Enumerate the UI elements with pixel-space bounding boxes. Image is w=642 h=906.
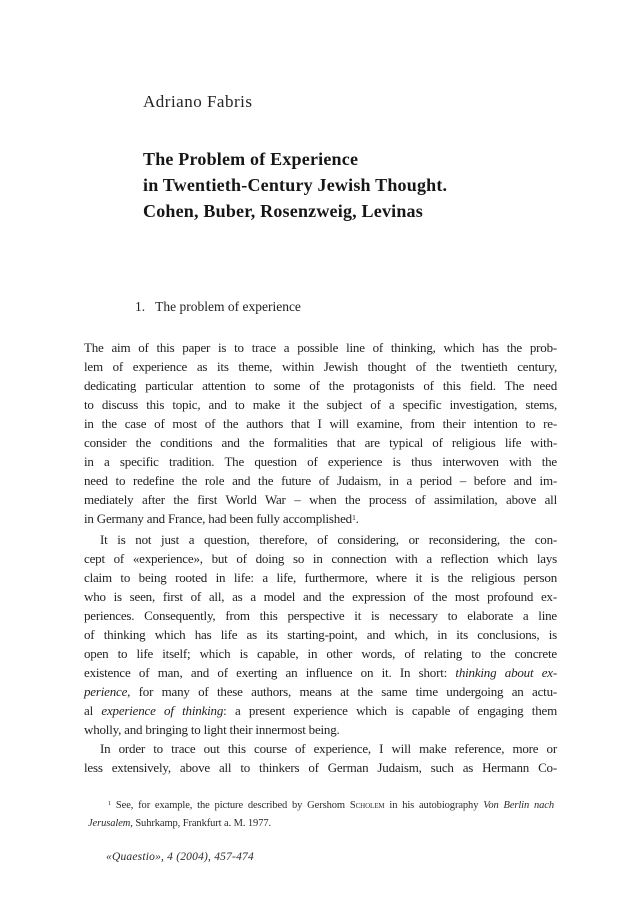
text-segment: claim to being rooted in life: a life, furthermore, where it is the religious person <box>84 570 557 585</box>
text-segment: less extensively, above all to thinkers of German Judaism, such as Hermann Co- <box>84 760 557 775</box>
text-line <box>84 625 557 644</box>
text-segment: mediately after the first World War – when the process of assimilation, above all <box>84 492 557 507</box>
text-segment: Von Berlin nach <box>483 800 555 811</box>
text-segment: The aim of this paper is to trace a possible line of thinking, which has the prob- <box>84 340 557 355</box>
text-segment: open to life itself; which is capable, in other words, of relating to the concrete <box>84 646 557 661</box>
text-segment: existence of man, and of exerting an influence on it. In short: <box>84 665 456 680</box>
text-segment: in his autobiography <box>384 800 484 811</box>
text-segment: perience <box>84 684 128 699</box>
text-line <box>88 816 554 833</box>
text-line <box>84 606 557 625</box>
section-heading <box>135 299 301 315</box>
body-paragraph-3 <box>84 739 557 777</box>
text-segment: al <box>84 703 102 718</box>
body-paragraph-2 <box>84 530 557 739</box>
text-segment: of thinking which has life as its starting-point, and which, in its conclusions, is <box>84 627 557 642</box>
text-segment: , for many of these authors, means at the same time undergoing an actu- <box>127 684 557 699</box>
text-line <box>84 549 557 568</box>
text-segment: wholly, and bringing to light their innermost being. <box>84 722 340 737</box>
text-line <box>84 663 557 682</box>
text-segment: See, for example, the picture described by Gershom <box>111 800 350 811</box>
text-line <box>84 490 557 509</box>
text-segment: . <box>355 511 359 526</box>
text-line <box>84 509 557 530</box>
section-number: 1. <box>135 299 146 314</box>
text-line <box>84 682 557 701</box>
text-segment: dedicating particular attention to some of the protagonists of this field. The need <box>84 378 557 393</box>
text-segment: lem of experience as its theme, within Jewish thought of the twentieth century, <box>84 359 557 374</box>
article-title <box>143 146 447 224</box>
text-line <box>84 452 557 471</box>
text-segment: to discuss this topic, and to make it the subject of a specific investigation, stems, <box>84 397 557 412</box>
text-segment: 1 <box>351 512 356 522</box>
section-title: The problem of experience <box>155 299 301 314</box>
text-segment: experience of thinking <box>101 703 224 718</box>
text-segment: need to redefine the role and the future of Judaism, in a period – before and im- <box>84 473 557 488</box>
text-segment: : a present experience which is capable of engaging them <box>223 703 558 718</box>
text-segment: cept of «experience», but of doing so in connection with a reflection which lays <box>84 551 557 566</box>
text-line <box>84 568 557 587</box>
text-segment: Scholem <box>349 800 385 811</box>
text-line <box>84 414 557 433</box>
text-line <box>84 395 557 414</box>
text-segment: In order to trace out this course of experience, I will make reference, more or <box>100 741 557 756</box>
text-line <box>84 644 557 663</box>
text-line <box>84 471 557 490</box>
text-segment: thinking about ex- <box>455 665 557 680</box>
text-line <box>84 376 557 395</box>
text-segment: Jerusalem <box>88 817 131 829</box>
text-line <box>84 338 557 357</box>
title-line-2: in Twentieth-Century Jewish Thought. <box>143 175 448 195</box>
footnote <box>88 798 554 832</box>
text-segment: 1 <box>108 800 112 808</box>
text-line <box>84 357 557 376</box>
text-segment: in a specific tradition. The question of experience is thus interwoven with the <box>84 454 557 469</box>
text-line <box>84 433 557 452</box>
text-line <box>84 587 557 606</box>
journal-footer: «Quaestio», 4 (2004), 457-474 <box>106 851 254 863</box>
text-line <box>84 530 557 549</box>
text-segment: in Germany and France, had been fully accomplished <box>84 511 352 526</box>
text-line <box>84 701 557 720</box>
author-name: Adriano Fabris <box>143 92 253 111</box>
text-segment: periences. Consequently, from this perspective it is necessary to elaborate a line <box>84 608 557 623</box>
article-body <box>84 338 557 777</box>
text-line <box>84 758 557 777</box>
text-segment: , Suhrkamp, Frankfurt a. M. 1977. <box>130 817 272 829</box>
text-line <box>88 798 554 816</box>
text-segment: It is not just a question, therefore, of considering, or reconsidering, the con- <box>100 532 557 547</box>
text-segment: in the case of most of the authors that I will examine, from their intention to re- <box>84 416 557 431</box>
title-line-1: The Problem of Experience <box>143 149 359 169</box>
text-segment: consider the conditions and the formalities that are typical of religious life with- <box>84 435 557 450</box>
text-segment: who is seen, first of all, as a model and the expression of the most profound ex- <box>84 589 557 604</box>
title-line-3: Cohen, Buber, Rosenzweig, Levinas <box>143 201 423 221</box>
text-line <box>84 720 557 739</box>
body-paragraph-1 <box>84 338 557 530</box>
text-line <box>84 739 557 758</box>
